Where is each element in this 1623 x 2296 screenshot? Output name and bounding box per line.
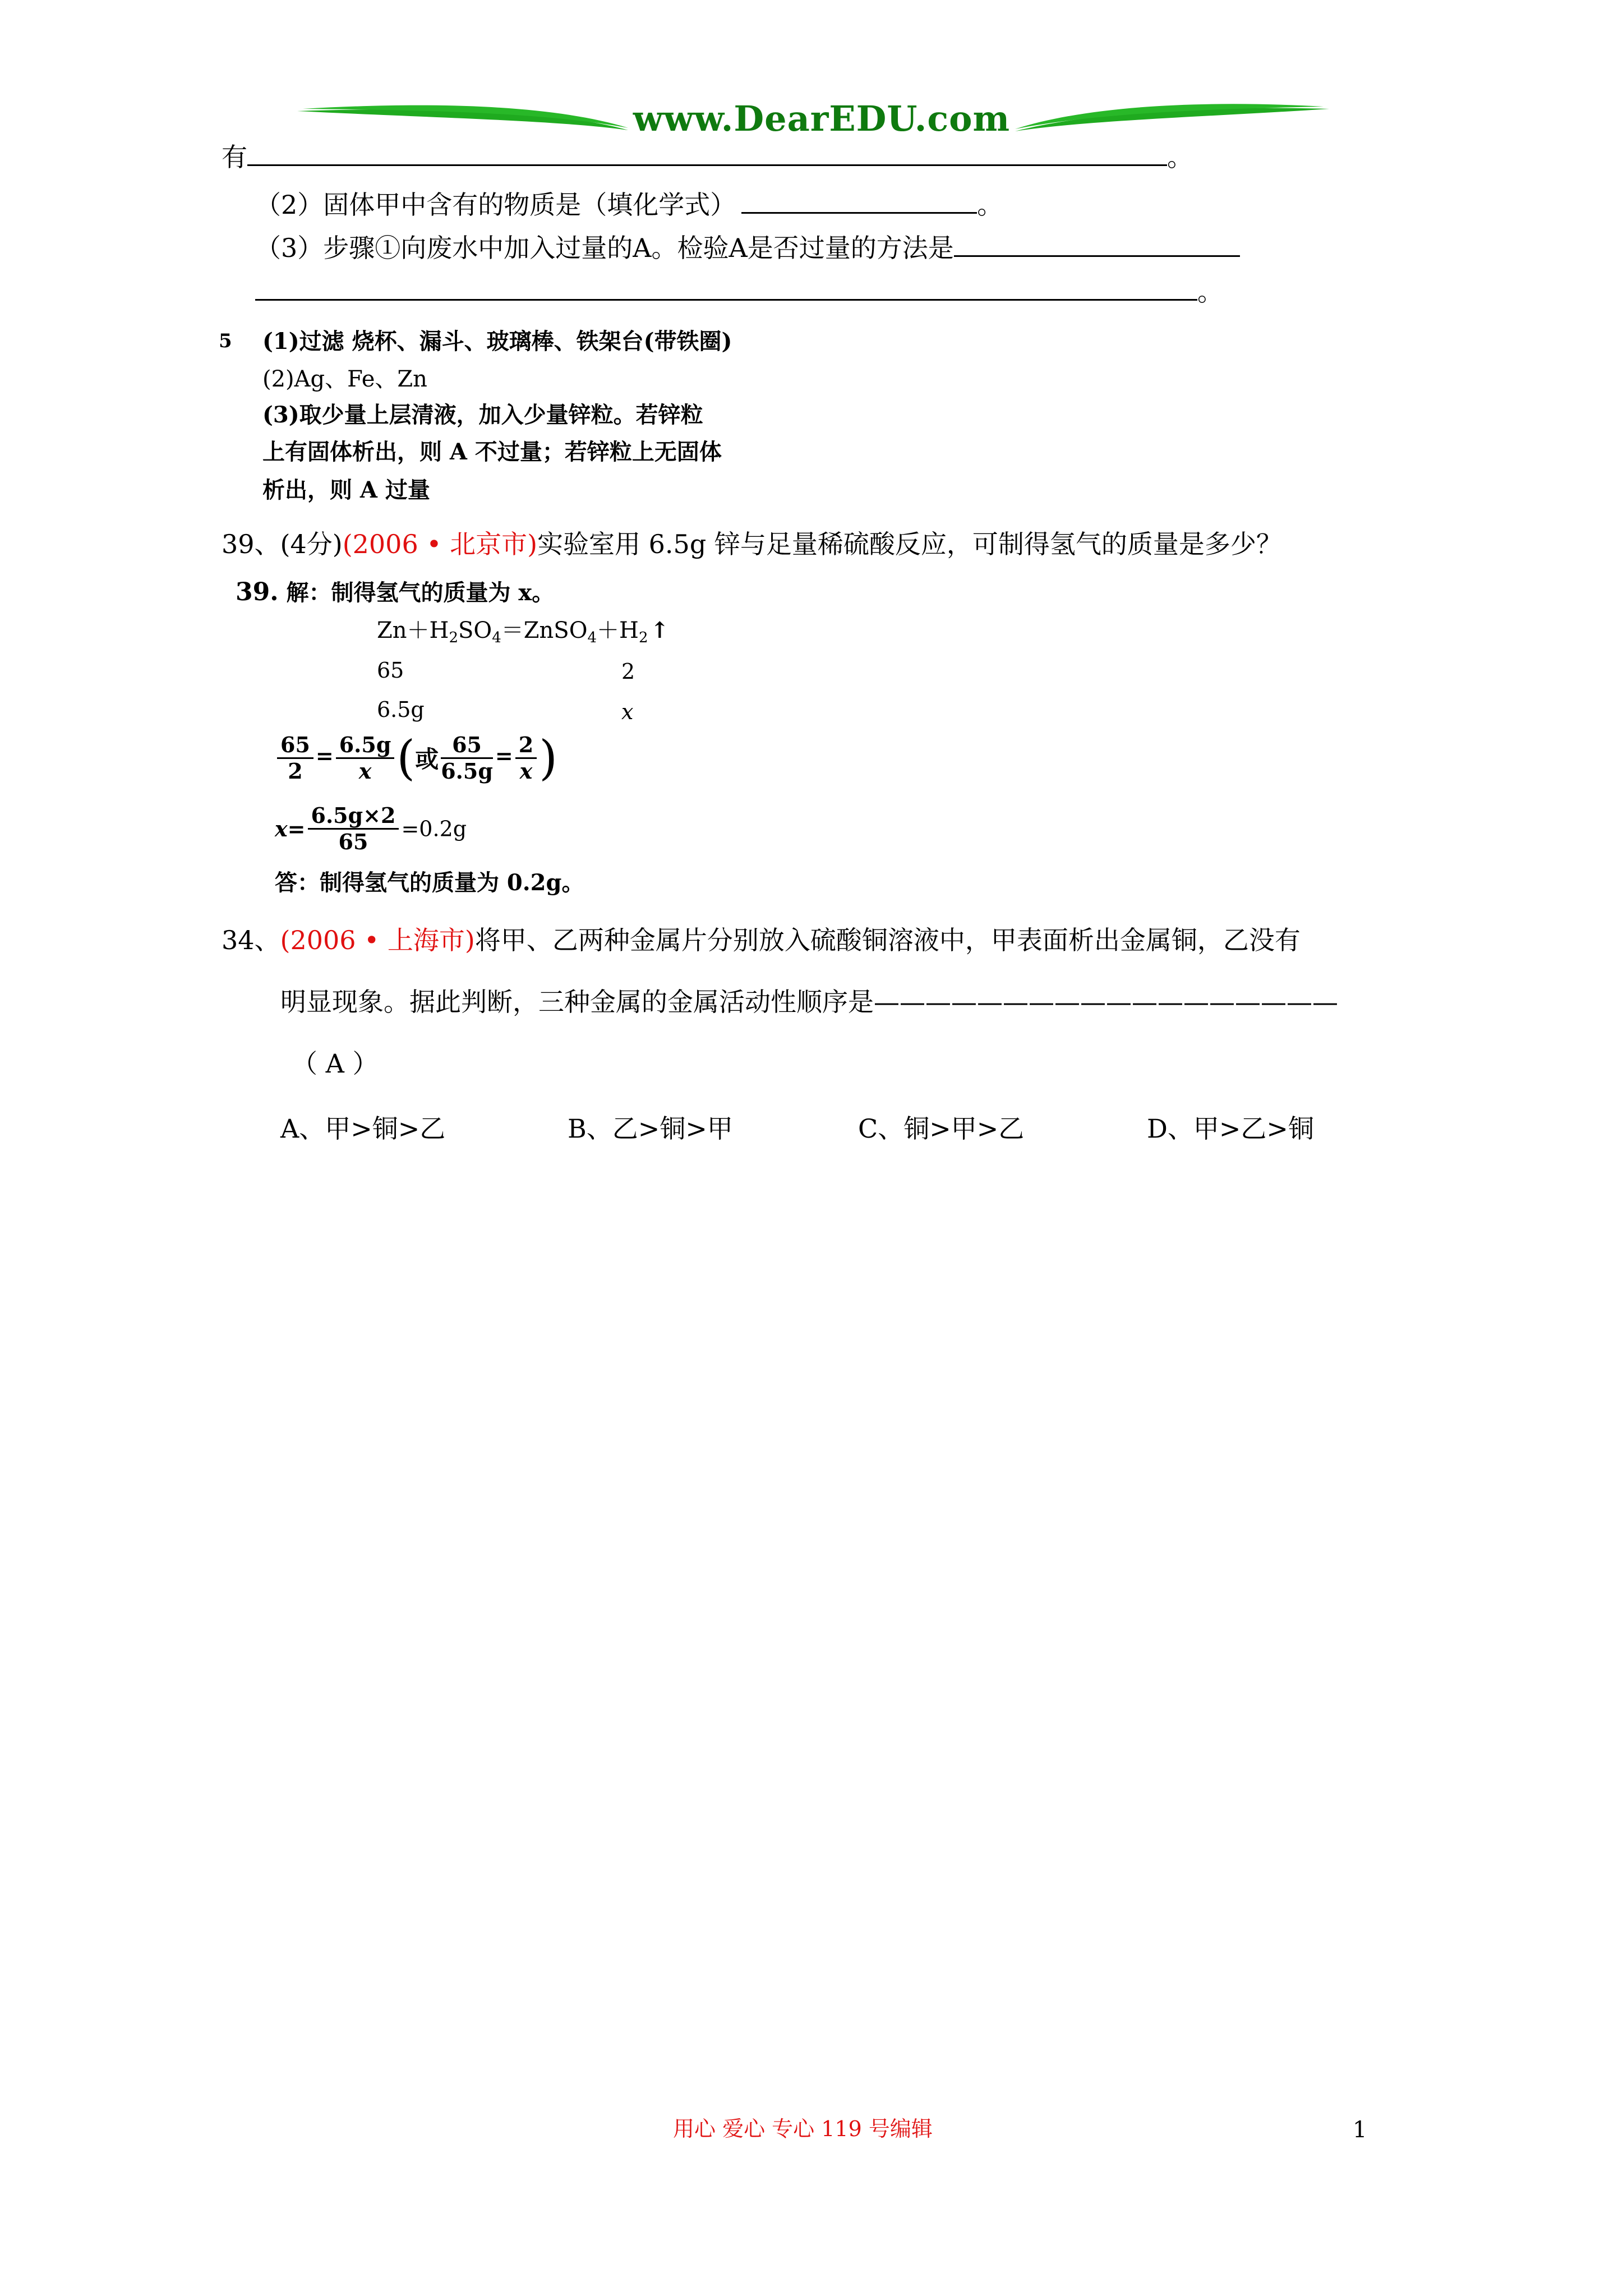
q-prev-line1 xyxy=(222,140,1193,174)
ratio-num-1: 65 xyxy=(277,733,313,759)
q-prev-part2-text: （2）固体甲中含有的物质是（填化学式） xyxy=(255,190,736,220)
logo-text: www.DearEDU.com xyxy=(633,98,1011,139)
calc-lhs: x= xyxy=(275,816,306,841)
q34-text1: 将甲、乙两种金属片分别放入硫酸铜溶液中，甲表面析出金属铜，乙没有 xyxy=(474,925,1301,955)
ratio-paren-close: ) xyxy=(539,730,557,785)
ratio-den-3: 6.5g xyxy=(441,758,493,784)
q34-option-b: B、乙>铜>甲 xyxy=(568,1114,733,1144)
ratio-eq-2: = xyxy=(495,743,513,769)
q34-answer: （ A ） xyxy=(292,1048,379,1079)
ans-prev-line2: (2)Ag、Fe、Zn xyxy=(262,366,427,392)
answer-blank-4 xyxy=(255,275,1197,301)
q-prev-line1-start: 有 xyxy=(222,142,247,172)
ans-prev-line4: 上有固体析出，则 A 不过量；若锌粒上无固体 xyxy=(262,439,722,465)
q34-line2: 明显现象。据此判断，三种金属的金属活动性顺序是—————————————————— xyxy=(280,987,1338,1017)
ratio-den-1: 2 xyxy=(288,758,303,784)
ans-prev-line1: (1)过滤 烧杯、漏斗、玻璃棒、铁架台(带铁圈) xyxy=(262,328,732,355)
eq-so4: SO xyxy=(458,618,492,643)
calc-num: 6.5g×2 xyxy=(308,803,399,830)
ratio-frac-1 xyxy=(277,733,313,784)
q-prev-part2-end: 。 xyxy=(977,190,1003,220)
q34-option-a: A、甲>铜>乙 xyxy=(280,1114,446,1144)
q34-source: (2006 • 上海市) xyxy=(280,925,475,955)
calc-den: 65 xyxy=(338,829,368,854)
ratio-num-3: 65 xyxy=(441,733,493,759)
ratio-frac-2 xyxy=(336,733,395,784)
eq-sub-2a: 2 xyxy=(449,629,458,646)
eq-plus-h2: ＋H xyxy=(597,618,639,643)
sol39-mass-h2: x xyxy=(621,700,634,724)
ratio-frac-3 xyxy=(441,733,493,784)
q39-line xyxy=(222,527,1282,561)
ratio-num-2: 6.5g xyxy=(336,733,395,759)
q-prev-line4-end: 。 xyxy=(1197,277,1223,307)
ratio-den-4: x xyxy=(519,758,533,784)
sol39-mw-zn: 65 xyxy=(377,658,404,683)
eq-equals-znso: ＝ZnSO xyxy=(501,618,588,643)
footer-text: 用心 爱心 专心 119 号编辑 xyxy=(673,2116,933,2141)
sol39-mw-h2: 2 xyxy=(621,659,635,684)
ratio-frac-4 xyxy=(515,733,537,784)
ans-prev-line5: 析出，则 A 过量 xyxy=(262,477,430,503)
ans-prev-marker: 5 xyxy=(219,330,232,352)
sol39-intro xyxy=(236,578,554,608)
eq-plus-h: ＋H xyxy=(407,618,449,643)
sol39-ratio xyxy=(275,730,557,785)
ratio-eq-1: = xyxy=(315,743,334,769)
calc-rhs: =0.2g xyxy=(401,816,467,841)
q-prev-part3 xyxy=(255,231,1240,265)
eq-zn: Zn xyxy=(377,618,407,643)
sol39-mass-zn: 6.5g xyxy=(377,697,425,722)
q-prev-part3-text: （3）步骤①向废水中加入过量的A。检验A是否过量的方法是 xyxy=(255,233,954,263)
calc-frac xyxy=(308,803,399,854)
sol39-answer: 答：制得氢气的质量为 0.2g。 xyxy=(275,869,584,896)
gas-arrow-icon: ↑ xyxy=(650,617,669,643)
ratio-num-4: 2 xyxy=(515,733,537,759)
page-number: 1 xyxy=(1353,2117,1367,2143)
ratio-or: 或 xyxy=(415,746,439,773)
q34-option-d: D、甲>乙>铜 xyxy=(1147,1114,1314,1144)
ans-prev-line3: (3)取少量上层清液，加入少量锌粒。若锌粒 xyxy=(262,402,703,428)
answer-blank-2 xyxy=(741,188,977,214)
q34-line1 xyxy=(222,923,1301,957)
q-prev-line1-end: 。 xyxy=(1167,142,1193,172)
answer-blank-3 xyxy=(954,232,1240,257)
sol39-intro-num: 39. xyxy=(236,578,279,606)
q39-text: 实验室用 6.5g 锌与足量稀硫酸反应，可制得氢气的质量是多少？ xyxy=(537,529,1282,559)
q-prev-line4 xyxy=(255,275,1223,309)
sol39-intro-text: 解：制得氢气的质量为 x。 xyxy=(286,579,555,606)
eq-sub-4b: 4 xyxy=(587,629,597,646)
eq-sub-4a: 4 xyxy=(492,629,501,646)
q39-prefix: 39、(4分) xyxy=(222,529,343,559)
eq-sub-2b: 2 xyxy=(638,629,648,646)
q34-prefix: 34、 xyxy=(222,925,280,955)
q39-source: (2006 • 北京市) xyxy=(342,529,538,559)
answer-blank-1 xyxy=(247,141,1167,166)
sol39-equation xyxy=(377,616,669,652)
ratio-den-2: x xyxy=(358,758,372,784)
sol39-calc xyxy=(275,803,467,854)
q-prev-part2 xyxy=(255,188,1003,222)
q34-option-c: C、铜>甲>乙 xyxy=(858,1114,1025,1144)
ratio-paren-open: ( xyxy=(396,730,416,785)
